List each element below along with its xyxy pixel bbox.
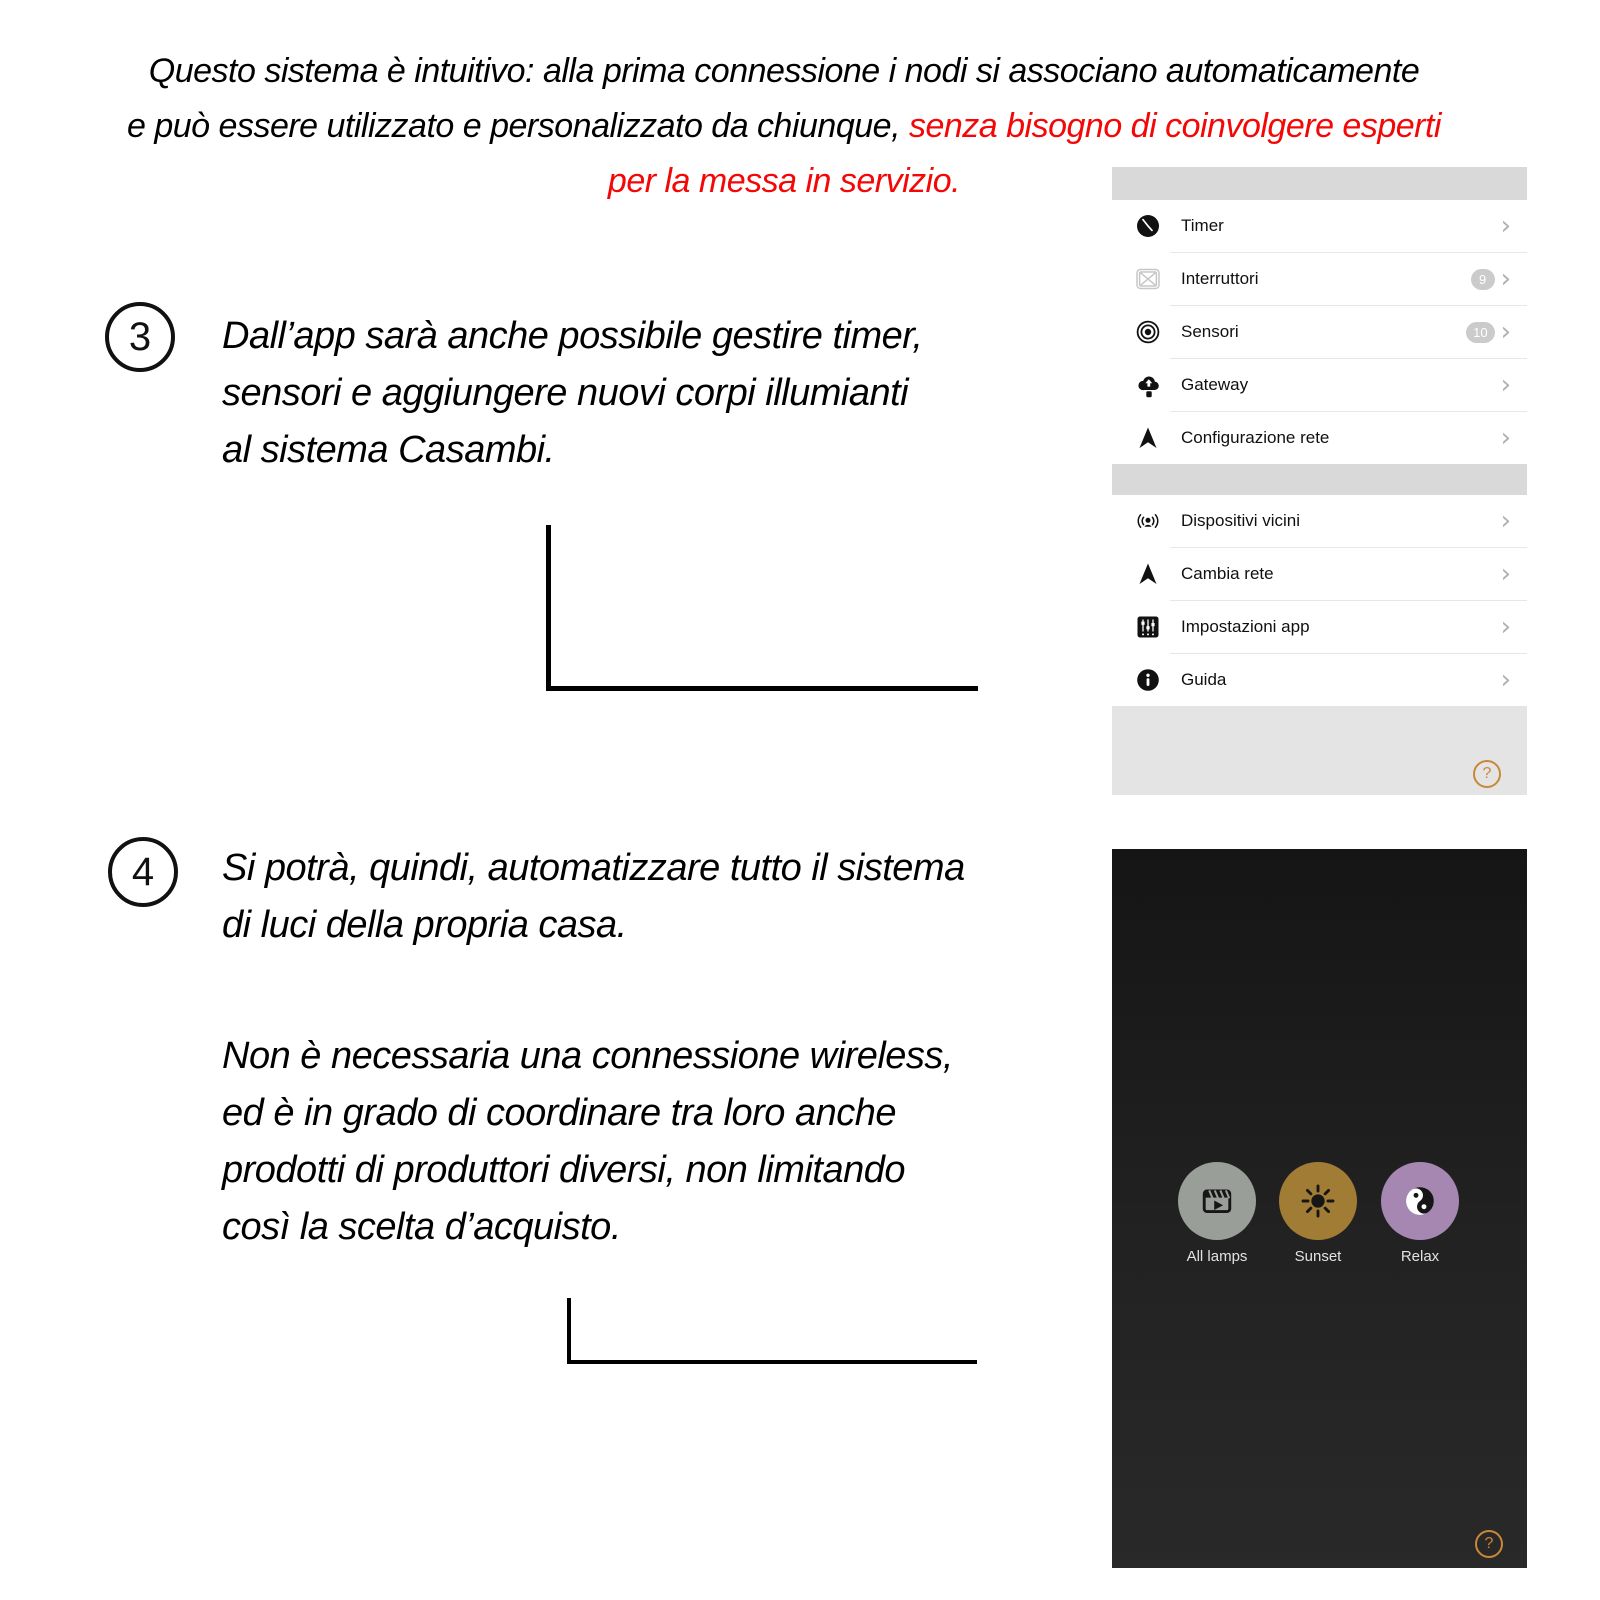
- intro-red-text: senza bisogno di coinvolgere esperti: [900, 107, 1441, 145]
- step-3-number: 3: [128, 314, 152, 359]
- chevron-right-icon: ›: [1500, 612, 1511, 642]
- menu-item-label: Interruttori: [1181, 269, 1259, 288]
- step-3-number-badge: [105, 302, 175, 372]
- clapperboard-icon: [1197, 1181, 1237, 1221]
- step-3-text: [222, 308, 922, 479]
- sun-icon: [1298, 1181, 1338, 1221]
- menu-item-impostazioni-app[interactable]: [1112, 601, 1527, 653]
- sensor-icon: [1134, 319, 1161, 346]
- menu-item-label: Sensori: [1181, 322, 1239, 341]
- sliders-icon: [1134, 614, 1161, 641]
- menu-item-label: Timer: [1181, 216, 1224, 235]
- help-button[interactable]: ?: [1473, 760, 1501, 788]
- step-4-para-line-2: ed è in grado di coordinare tra loro anche: [222, 1092, 897, 1134]
- count-badge: 9: [1471, 269, 1495, 290]
- menu-item-label: Cambia rete: [1181, 564, 1274, 583]
- step-3-line-1: Dall’app sarà anche possibile gestire timer,: [222, 315, 923, 357]
- scene-all-lamps-button[interactable]: [1178, 1162, 1256, 1240]
- menu-item-sensori[interactable]: [1112, 306, 1527, 358]
- scene-label: All lamps: [1186, 1248, 1248, 1265]
- scene-sunset: [1268, 1162, 1368, 1265]
- yin-yang-icon: [1400, 1181, 1440, 1221]
- info-icon: [1134, 667, 1161, 694]
- scene-relax: [1370, 1162, 1470, 1265]
- menu-item-gateway[interactable]: [1112, 359, 1527, 411]
- group-separator: [1112, 464, 1527, 495]
- panel-footer: [1112, 706, 1527, 795]
- scene-sunset-button[interactable]: [1279, 1162, 1357, 1240]
- menu-item-guida[interactable]: [1112, 654, 1527, 706]
- menu-item-label: Guida: [1181, 670, 1227, 689]
- chevron-right-icon: ›: [1500, 264, 1511, 294]
- chevron-right-icon: ›: [1500, 665, 1511, 695]
- casambi-scenes-screenshot: [1112, 849, 1527, 1568]
- panel-top-bar: [1112, 167, 1527, 200]
- scene-relax-button[interactable]: [1381, 1162, 1459, 1240]
- menu-item-configurazione-rete[interactable]: [1112, 412, 1527, 464]
- intro-line-1: Questo sistema è intuitivo: alla prima connessione i nodi si associano automaticamente: [148, 52, 1420, 90]
- step-4-para-line-1: Non è necessaria una connessione wireless,: [222, 1035, 953, 1077]
- step-3-connector-line: [546, 525, 978, 691]
- scene-all-lamps: [1167, 1162, 1267, 1265]
- step-4-number-badge: [108, 837, 178, 907]
- step-4-para-line-4: così la scelta d’acquisto.: [222, 1206, 621, 1248]
- nearby-devices-icon: [1134, 508, 1161, 535]
- step-3-line-3: al sistema Casambi.: [222, 429, 555, 471]
- step-4-line-1: Si potrà, quindi, automatizzare tutto il sistema: [222, 847, 965, 889]
- menu-item-label: Impostazioni app: [1181, 617, 1310, 636]
- chevron-right-icon: ›: [1500, 317, 1511, 347]
- location-arrow-icon: [1134, 425, 1161, 452]
- cloud-upload-icon: [1134, 372, 1161, 399]
- switch-icon: [1134, 266, 1161, 293]
- step-4-paragraph: [222, 1028, 953, 1256]
- intro-line-3: per la messa in servizio.: [607, 162, 961, 200]
- menu-item-label: Gateway: [1181, 375, 1249, 394]
- menu-item-cambia-rete[interactable]: [1112, 548, 1527, 600]
- chevron-right-icon: ›: [1500, 211, 1511, 241]
- menu-item-interruttori[interactable]: [1112, 253, 1527, 305]
- intro-line-2: e può essere utilizzato e personalizzato da chiunque, senza bisogno di coinvolgere esperti: [127, 107, 1441, 145]
- chevron-right-icon: ›: [1500, 370, 1511, 400]
- step-4-text: [222, 840, 965, 954]
- scene-label: Relax: [1400, 1248, 1440, 1265]
- step-4-connector-line: [567, 1298, 977, 1364]
- scene-label: Sunset: [1294, 1248, 1342, 1265]
- help-button[interactable]: ?: [1475, 1530, 1503, 1558]
- menu-item-timer[interactable]: [1112, 200, 1527, 252]
- chevron-right-icon: ›: [1500, 423, 1511, 453]
- chevron-right-icon: ›: [1500, 559, 1511, 589]
- step-4-line-2: di luci della propria casa.: [222, 904, 627, 946]
- step-4-para-line-3: prodotti di produttori diversi, non limitando: [222, 1149, 905, 1191]
- location-arrow-icon: [1134, 561, 1161, 588]
- step-4-number: 4: [131, 849, 155, 894]
- clock-icon: [1134, 213, 1161, 240]
- casambi-settings-screenshot: [1112, 167, 1527, 795]
- step-3-line-2: sensori e aggiungere nuovi corpi illumianti: [222, 372, 909, 414]
- count-badge: 10: [1466, 322, 1494, 343]
- menu-item-label: Configurazione rete: [1181, 428, 1330, 447]
- menu-item-label: Dispositivi vicini: [1181, 511, 1301, 530]
- chevron-right-icon: ›: [1500, 506, 1511, 536]
- menu-item-dispositivi-vicini[interactable]: [1112, 495, 1527, 547]
